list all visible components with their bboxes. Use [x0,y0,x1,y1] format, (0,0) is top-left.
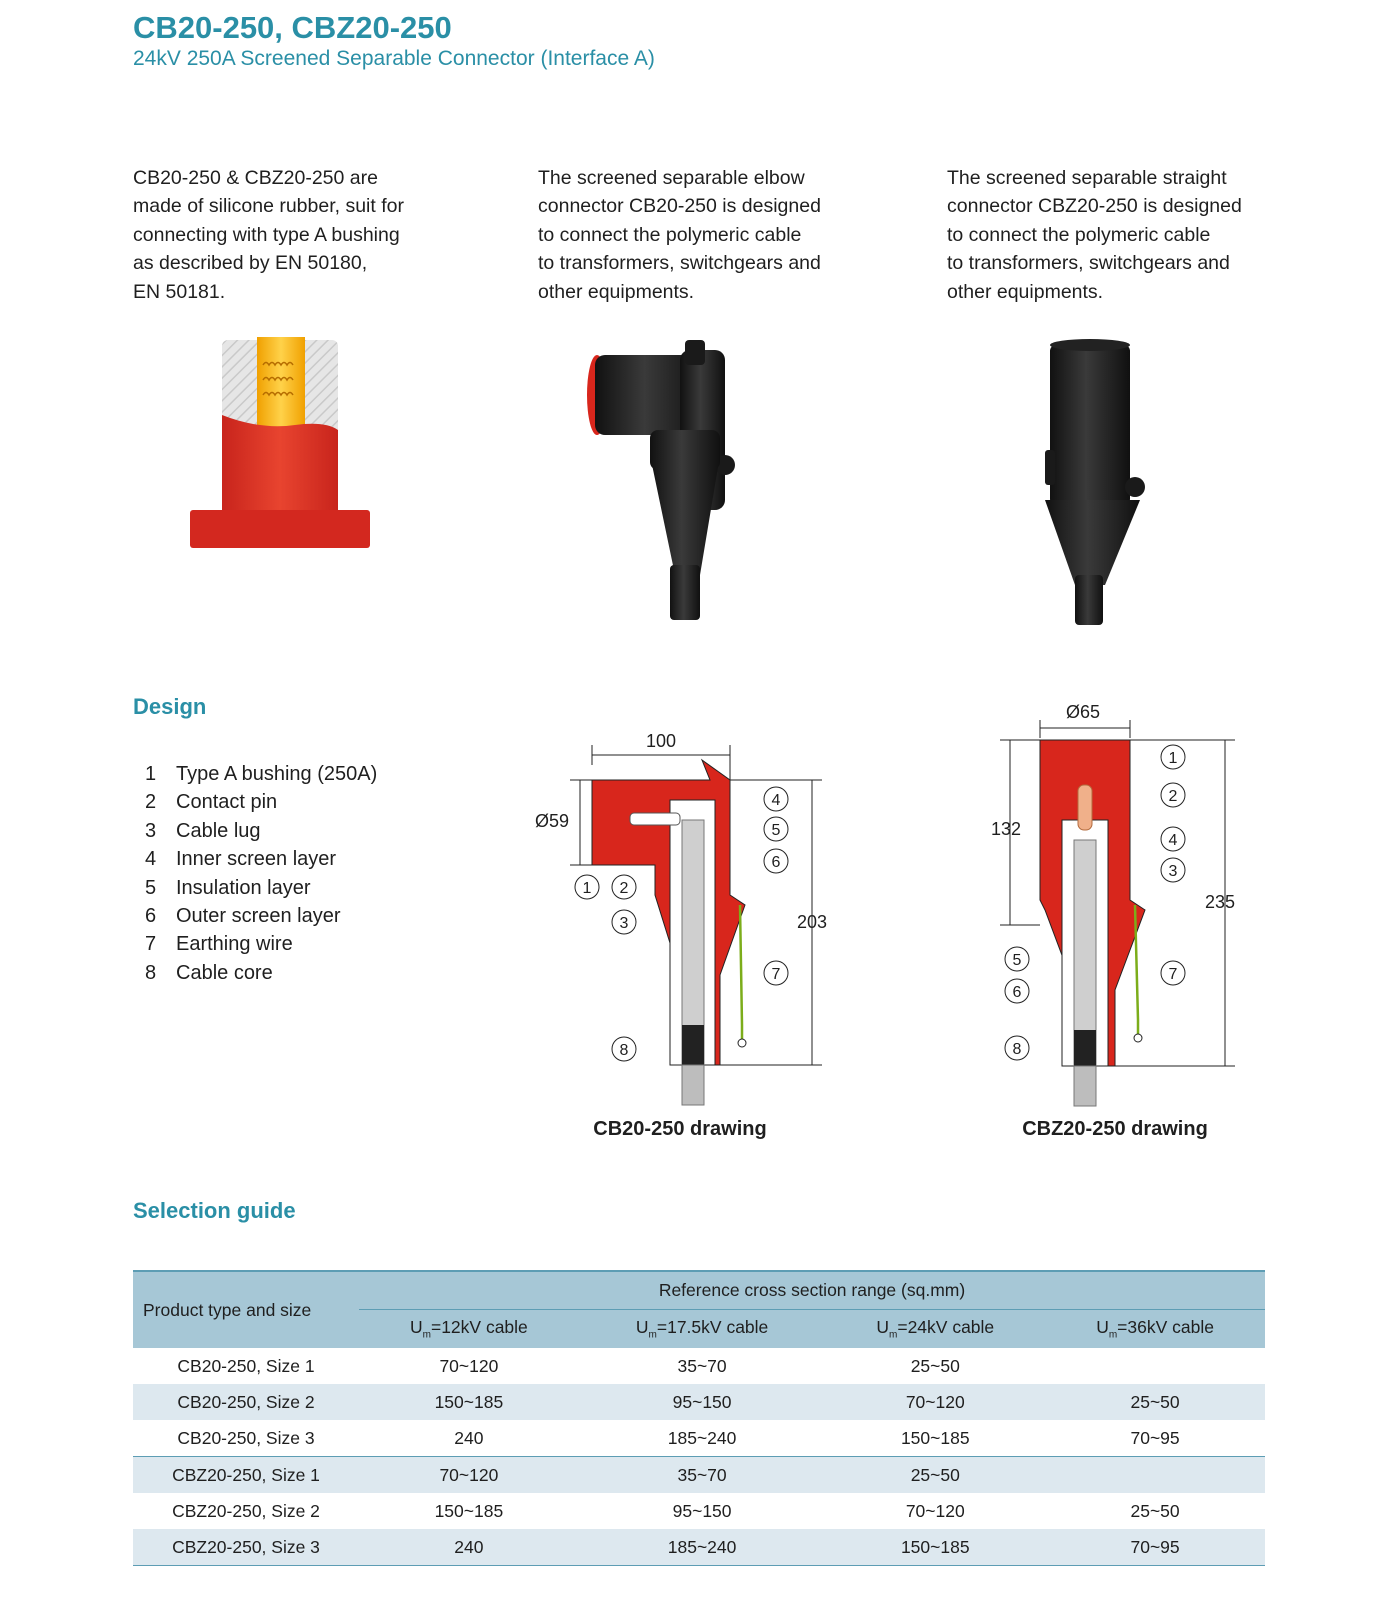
design-heading: Design [133,694,207,719]
list-item: 7 Earthing wire [145,930,377,958]
table-cell: CBZ20-250, Size 1 [133,1457,359,1494]
table-cell [1045,1457,1265,1494]
straight-connector-illustration [1045,335,1165,635]
table-cell: CB20-250, Size 1 [177,1355,315,1376]
callout: 6 [771,854,781,871]
intro-line: to connect the polymeric cable [947,223,1211,246]
table-cell: 25~50 [825,1457,1045,1494]
list-item: 5 Insulation layer [145,874,377,902]
bushing-illustration [185,335,385,560]
intro-line: made of silicone rubber, suit for [133,195,404,218]
table-row [133,1493,1265,1529]
list-item: 1 Type A bushing (250A) [145,760,377,788]
list-item: 2 Contact pin [145,788,377,816]
cb20-250-drawing [530,725,850,1120]
table-cell: 25~50 [1130,1500,1180,1521]
cbz20-250-caption: CBZ20-250 drawing [1022,1118,1208,1140]
selection-table [133,1270,1265,1566]
callout: 2 [1168,788,1178,805]
callout: 3 [619,915,629,932]
table-cell: 25~50 [1045,1384,1265,1420]
list-item-label: Insulation layer [176,876,311,899]
list-item-label: Inner screen layer [176,848,337,871]
column-group-header: Reference cross section range (sq.mm) [359,1271,1265,1310]
callout: 8 [619,1042,629,1059]
table-cell: 150~185 [900,1427,970,1448]
callout: 4 [1168,832,1178,849]
table-cell: CBZ20-250, Size 3 [133,1529,359,1566]
table-cell: 70~120 [359,1457,579,1494]
column-header-17kv: $U_m=17.5kV$ cable [579,1310,826,1349]
table-cell: 185~240 [579,1529,826,1566]
table-cell: 70~120 [825,1384,1045,1420]
callout: 1 [1168,750,1178,767]
table-cell: 95~150 [672,1500,732,1521]
table-cell: 95~150 [579,1384,826,1420]
intro-column-3 [947,164,1277,306]
table-cell: 35~70 [579,1457,826,1494]
callout: 8 [1012,1041,1022,1058]
table-cell: 150~185 [434,1500,504,1521]
table-row [133,1384,1265,1420]
elbow-connector-illustration [585,335,745,630]
intro-line: other equipments. [538,280,695,303]
callout: 1 [582,880,592,897]
list-item: 4 Inner screen layer [145,845,377,873]
intro-line: to connect the polymeric cable [538,223,802,246]
intro-line: The screened separable elbow [538,167,805,189]
list-item-label: Type A bushing (250A) [176,763,378,785]
table-cell: 150~185 [359,1384,579,1420]
intro-line: connecting with type A bushing [133,223,400,246]
list-item: 8 Cable core [145,959,377,987]
callout: 5 [771,822,781,839]
cbz20-250-drawing [960,700,1260,1120]
design-parts-list [145,760,377,987]
intro-column-1 [133,164,463,306]
intro-line: other equipments. [947,280,1104,303]
list-item-label: Contact pin [176,791,278,814]
intro-line: CB20-250 & CBZ20-250 are [133,167,378,189]
table-cell: CBZ20-250, Size 2 [172,1500,320,1521]
callout: 7 [771,966,781,983]
list-item: 6 Outer screen layer [145,902,377,930]
list-item-label: Cable core [176,961,273,984]
callout: 4 [771,792,781,809]
table-cell: 70~120 [439,1355,499,1376]
list-item-label: Cable lug [176,819,261,842]
list-item-label: Outer screen layer [176,904,341,927]
dim-height: 235 [1204,892,1236,912]
table-cell: 185~240 [667,1427,737,1448]
cb20-250-caption: CB20-250 drawing [593,1118,767,1140]
column-header-12kv: $U_m=12kV$ cable [359,1310,579,1349]
callout: 2 [619,880,629,897]
intro-line: EN 50181. [133,280,226,303]
list-item: 3 Cable lug [145,817,377,845]
table-cell: 35~70 [677,1355,727,1376]
intro-line: connector CBZ20-250 is designed [947,195,1242,218]
callout: 5 [1012,952,1022,969]
callout: 7 [1168,966,1178,983]
dim-upper: 132 [990,819,1022,839]
selection-heading: Selection guide [133,1198,296,1223]
table-cell: CB20-250, Size 3 [177,1427,315,1448]
dim-height: 203 [796,912,828,932]
column-header-36kv: $U_m=36kV$ cable [1045,1310,1265,1349]
table-row [133,1420,1265,1457]
intro-line: to transformers, switchgears and [947,252,1230,275]
dim-diameter: Ø59 [534,811,570,831]
table-cell: 150~185 [825,1529,1045,1566]
column-header-24kv: $U_m=24kV$ cable [825,1310,1045,1349]
table-row [133,1457,1265,1494]
table-cell [1045,1348,1265,1384]
table-cell: 70~95 [1045,1529,1265,1566]
dim-width: 100 [645,731,677,751]
table-cell: 240 [359,1529,579,1566]
page-title: CB20-250, CBZ20-250 [133,10,452,45]
table-row [133,1348,1265,1384]
table-cell: 240 [454,1427,484,1448]
column-header-product: Product type and size [133,1271,359,1348]
dim-diameter: Ø65 [1065,702,1101,722]
callout: 6 [1012,984,1022,1001]
page-subtitle: 24kV 250A Screened Separable Connector (Interface A) [133,47,655,70]
intro-line: connector CB20-250 is designed [538,195,821,218]
list-item-label: Earthing wire [176,933,293,956]
table-cell: 25~50 [910,1355,960,1376]
table-cell: CB20-250, Size 2 [133,1384,359,1420]
callout: 3 [1168,863,1178,880]
intro-column-2 [538,164,868,306]
table-cell: 70~95 [1130,1427,1180,1448]
intro-line: The screened separable straight [947,167,1227,189]
table-row [133,1529,1265,1566]
intro-line: as described by EN 50180, [133,252,368,275]
table-cell: 70~120 [905,1500,965,1521]
intro-line: to transformers, switchgears and [538,252,821,275]
